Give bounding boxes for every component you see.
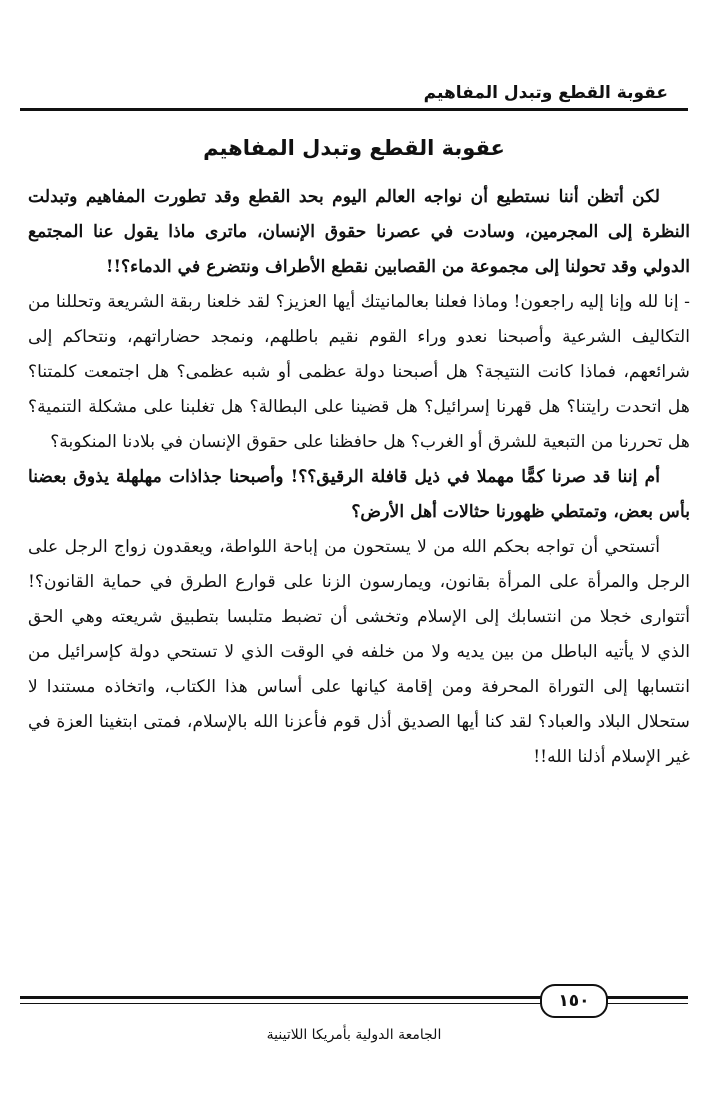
header-rule [20, 108, 688, 111]
body-text [28, 180, 690, 775]
page-number: ١٥٠ [540, 984, 608, 1018]
paragraph-4: أتستحي أن تواجه بحكم الله من لا يستحون من إباحة اللواطة، ويعقدون زواج الرجل على الرجل والمرأة على المرأة بقانون، ويمارسون الزنا على قوارع الطرق في حماية القانون؟! أتتوارى خجلا من انتسابك إلى الإسلام وتخشى أن تضبط متلبسا بتطبيق شريعته وهي الحق الذي لا يأتيه الباطل من بين يديه ولا من خلفه في الوقت الذي لا تستحي دولة كإسرائيل من انتسابها إلى التوراة المحرفة ومن إقامة كيانها على أساس هذا الكتاب، واتخاذه مستندا لا ستحلال البلاد والعباد؟ لقد كنا أيها الصديق أذل قوم فأعزنا الله بالإسلام، فمتى ابتغينا العزة في غير الإسلام أذلنا الله!! [28, 537, 690, 767]
footer-institution: الجامعة الدولية بأمريكا اللاتينية [266, 1027, 442, 1043]
paragraph-3: أم إننا قد صرنا كمًّا مهملا في ذيل قافلة الرقيق؟؟! وأصبحنا جذاذات مهلهلة يذوق بعضنا بأس بعض، وتمتطي ظهورنا حثالات أهل الأرض؟ [28, 467, 690, 522]
paragraph-2: - إنا لله وإنا إليه راجعون! وماذا فعلنا بعالمانيتك أيها العزيز؟ لقد خلعنا ربقة الشريعة وتحللنا من التكاليف الشرعية وأصبحنا نعدو وراء القوم نقيم باطلهم، ونمجد حضاراتهم، ونتحاكم إلى شرائعهم، فماذا كانت النتيجة؟ هل أصبحنا دولة عظمى أو شبه عظمى؟ هل اجتمعت كلمتنا؟ هل اتحدت رايتنا؟ هل قهرنا إسرائيل؟ هل قضينا على البطالة؟ هل تغلبنا على مشكلة التنمية؟ هل تحررنا من التبعية للشرق أو الغرب؟ هل حافظنا على حقوق الإنسان في بلادنا المنكوبة؟ [28, 292, 690, 452]
paragraph-1: لكن أتظن أننا نستطيع أن نواجه العالم اليوم بحد القطع وقد تطورت المفاهيم وتبدلت النظرة إلى المجرمين، وسادت في عصرنا حقوق الإنسان، ماترى ماذا يقول عنا المجتمع الدولي وقد تحولنا إلى مجموعة من القصابين نقطع الأطراف ونتضرع في الدماء؟!! [28, 187, 690, 277]
running-header: عقوبة القطع وتبدل المفاهيم [423, 83, 668, 103]
section-title: عقوبة القطع وتبدل المفاهيم [203, 136, 505, 160]
